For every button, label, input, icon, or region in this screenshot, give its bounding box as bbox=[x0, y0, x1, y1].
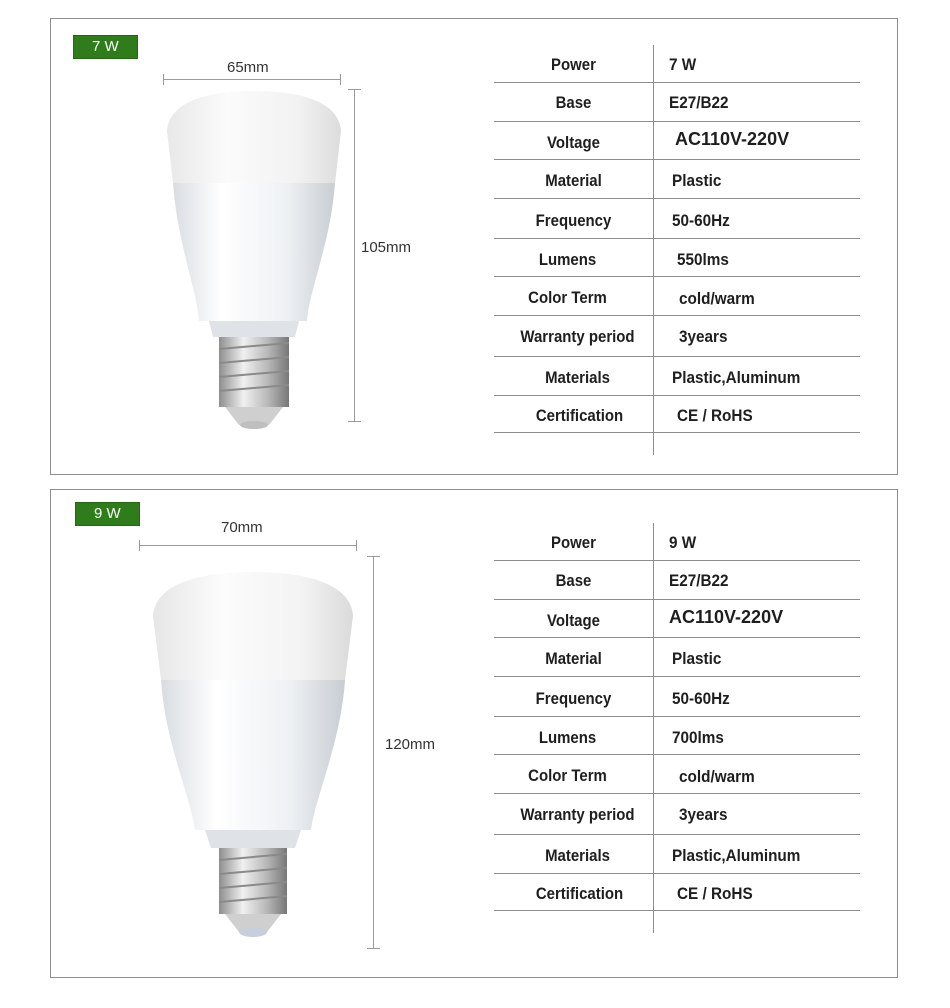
spec-row-material bbox=[494, 638, 860, 677]
spec-value: AC110V-220V bbox=[675, 129, 790, 149]
spec-value: Plastic bbox=[672, 171, 722, 190]
spec-label: Warranty period bbox=[520, 805, 635, 824]
spec-value: 3years bbox=[679, 805, 728, 824]
spec-row-lumens bbox=[494, 239, 860, 277]
product-panel-7w bbox=[50, 18, 898, 475]
spec-row-certification bbox=[494, 396, 860, 433]
spec-label: Material bbox=[545, 649, 602, 668]
spec-row-materials bbox=[494, 835, 860, 874]
width-dimension-line bbox=[139, 545, 357, 546]
spec-value: 50-60Hz bbox=[672, 689, 730, 708]
spec-label: Color Term bbox=[528, 288, 607, 307]
height-dimension-line bbox=[373, 556, 374, 949]
spec-row-color-term bbox=[494, 277, 860, 316]
spec-label: Power bbox=[551, 533, 596, 552]
spec-label: Certification bbox=[535, 884, 624, 903]
spec-row-power bbox=[494, 45, 860, 83]
spec-label: Power bbox=[551, 55, 596, 74]
spec-row-warranty bbox=[494, 316, 860, 357]
width-dimension-label: 65mm bbox=[227, 59, 269, 76]
spec-label: Warranty period bbox=[520, 327, 635, 346]
spec-row-material bbox=[494, 160, 860, 199]
spec-value: 700lms bbox=[672, 728, 724, 747]
spec-row-lumens bbox=[494, 717, 860, 755]
spec-label: Frequency bbox=[535, 211, 612, 230]
spec-row-voltage bbox=[494, 600, 860, 638]
spec-value: 50-60Hz bbox=[672, 211, 730, 230]
spec-label: Materials bbox=[545, 368, 610, 387]
led-bulb-image bbox=[149, 572, 357, 940]
spec-value: 3years bbox=[679, 327, 728, 346]
height-dimension-label: 120mm bbox=[385, 736, 436, 753]
width-dimension-label: 70mm bbox=[221, 519, 263, 536]
spec-row-voltage bbox=[494, 122, 860, 160]
spec-value: AC110V-220V bbox=[669, 607, 784, 627]
spec-value: cold/warm bbox=[679, 767, 755, 786]
spec-row-materials bbox=[494, 357, 860, 396]
spec-value: CE / RoHS bbox=[677, 406, 753, 425]
height-dimension-line bbox=[354, 89, 355, 422]
spec-value: cold/warm bbox=[679, 289, 755, 308]
spec-row-certification bbox=[494, 874, 860, 911]
spec-value: Plastic,Aluminum bbox=[672, 368, 801, 387]
spec-label: Frequency bbox=[535, 689, 612, 708]
product-panel-9w bbox=[50, 489, 898, 978]
spec-label: Lumens bbox=[538, 250, 597, 269]
spec-label: Voltage bbox=[547, 133, 600, 152]
spec-row-frequency bbox=[494, 199, 860, 239]
spec-row-frequency bbox=[494, 677, 860, 717]
spec-row-color-term bbox=[494, 755, 860, 794]
led-bulb-image bbox=[159, 91, 349, 431]
spec-value: CE / RoHS bbox=[677, 884, 753, 903]
spec-label: Color Term bbox=[528, 766, 607, 785]
spec-label: Base bbox=[555, 93, 592, 112]
spec-label: Base bbox=[555, 571, 592, 590]
spec-table bbox=[494, 523, 860, 933]
spec-value: Plastic bbox=[672, 649, 722, 668]
spec-row-base bbox=[494, 83, 860, 122]
height-dimension-label: 105mm bbox=[361, 239, 412, 256]
spec-label: Voltage bbox=[547, 611, 600, 630]
spec-row-power bbox=[494, 523, 860, 561]
spec-value: 9 W bbox=[669, 533, 697, 552]
spec-value: 550lms bbox=[677, 250, 729, 269]
spec-value: Plastic,Aluminum bbox=[672, 846, 801, 865]
spec-row-warranty bbox=[494, 794, 860, 835]
spec-value: E27/B22 bbox=[669, 93, 729, 112]
wattage-badge: 9 W bbox=[75, 502, 140, 526]
spec-table bbox=[494, 45, 860, 455]
spec-label: Materials bbox=[545, 846, 610, 865]
spec-value: E27/B22 bbox=[669, 571, 729, 590]
spec-row-base bbox=[494, 561, 860, 600]
spec-label: Certification bbox=[535, 406, 624, 425]
wattage-badge: 7 W bbox=[73, 35, 138, 59]
spec-value: 7 W bbox=[669, 55, 697, 74]
width-dimension-line bbox=[163, 79, 341, 80]
spec-label: Lumens bbox=[538, 728, 597, 747]
spec-label: Material bbox=[545, 171, 602, 190]
